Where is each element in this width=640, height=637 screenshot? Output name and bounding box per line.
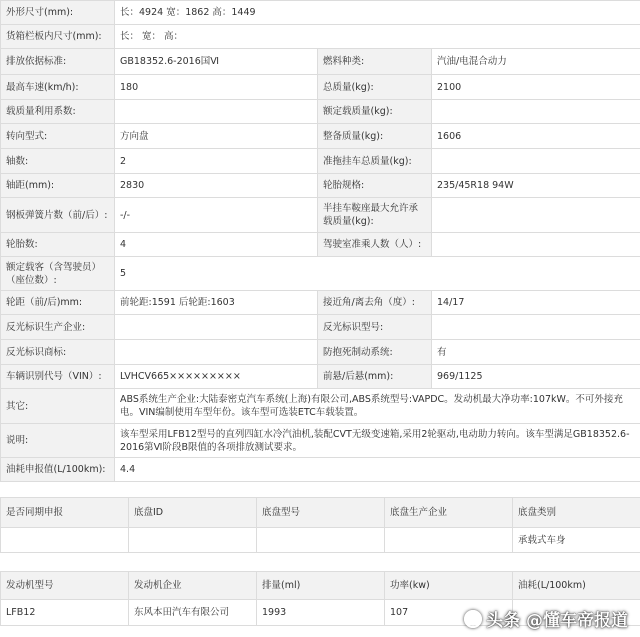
spec-value: 4.4 [115, 458, 640, 482]
spec-row [1, 198, 640, 233]
spec-label: 驾驶室准乘人数（人）: [318, 233, 432, 257]
spec-value: 4 [115, 233, 318, 257]
watermark [464, 606, 628, 631]
engine-header-cell: 功率(kw) [385, 572, 513, 600]
spec-value: ABS系统生产企业:大陆泰密克汽车系统(上海)有限公司,ABS系统型号:VAPDC。发动机最大净功率:107kW。不可外接充电。VIN编制使用车型年份。该车型可选装ETC车载装置。 [115, 389, 640, 424]
spec-label: 轮距（前/后)mm: [1, 291, 115, 315]
spec-value [115, 340, 318, 365]
spec-row [1, 291, 640, 315]
spec-value [432, 149, 640, 174]
spec-row [1, 1, 640, 25]
spec-value [432, 100, 640, 124]
spec-value: -/- [115, 198, 318, 233]
spec-value: 5 [115, 257, 640, 291]
engine-header-cell: 发动机企业 [129, 572, 257, 600]
spec-row [1, 424, 640, 458]
engine-value-cell: LFB12 [1, 600, 129, 626]
spec-value [115, 315, 318, 340]
spec-value: GB18352.6-2016国Ⅵ [115, 49, 318, 75]
toutiao-logo-icon [464, 610, 482, 628]
spec-value: 14/17 [432, 291, 640, 315]
spec-value [432, 198, 640, 233]
spec-label: 钢板弹簧片数（前/后）: [1, 198, 115, 233]
spec-value [432, 315, 640, 340]
engine-header-cell: 排量(ml) [257, 572, 385, 600]
spec-label: 货箱栏板内尺寸(mm): [1, 25, 115, 49]
spec-value: 1606 [432, 124, 640, 149]
spec-label: 排放依据标准: [1, 49, 115, 75]
spec-label: 准拖挂车总质量(kg): [318, 149, 432, 174]
spec-value: 969/1125 [432, 365, 640, 389]
spec-value: 长： 宽： 高： [115, 25, 640, 49]
spec-row [1, 174, 640, 198]
spec-label: 燃料种类: [318, 49, 432, 75]
chassis-header-cell: 底盘类别 [513, 498, 640, 528]
spec-value: 前轮距:1591 后轮距:1603 [115, 291, 318, 315]
spec-row [1, 389, 640, 424]
spec-row [1, 315, 640, 340]
spec-label: 额定载质量(kg): [318, 100, 432, 124]
chassis-header-cell: 底盘型号 [257, 498, 385, 528]
spec-label: 其它: [1, 389, 115, 424]
spec-label: 轴距(mm): [1, 174, 115, 198]
spec-value: 长：4924 宽：1862 高：1449 [115, 1, 640, 25]
spec-label: 前悬/后悬(mm): [318, 365, 432, 389]
spec-value: 2100 [432, 75, 640, 100]
spec-value: 有 [432, 340, 640, 365]
spec-value: 汽油/电混合动力 [432, 49, 640, 75]
spec-value: LVHCV665××××××××× [115, 365, 318, 389]
engine-value-cell: 107 [385, 600, 513, 626]
chassis-header-cell: 是否同期申报 [1, 498, 129, 528]
spec-value: 235/45R18 94W [432, 174, 640, 198]
chassis-value-row [1, 528, 640, 553]
spec-row [1, 257, 640, 291]
spec-label: 最高车速(km/h): [1, 75, 115, 100]
watermark-text: 头条 @懂车帝报道 [486, 611, 628, 631]
chassis-value-cell: 承载式车身 [513, 528, 640, 553]
spec-label: 总质量(kg): [318, 75, 432, 100]
chassis-value-cell [385, 528, 513, 553]
spec-value [115, 100, 318, 124]
spec-label: 反光标识生产企业: [1, 315, 115, 340]
spec-value: 180 [115, 75, 318, 100]
chassis-value-cell [129, 528, 257, 553]
spec-row [1, 458, 640, 482]
spec-value: 2 [115, 149, 318, 174]
chassis-value-cell [1, 528, 129, 553]
engine-value-cell: 1993 [257, 600, 385, 626]
chassis-value-cell [257, 528, 385, 553]
spec-label: 说明: [1, 424, 115, 458]
spec-label: 防抱死制动系统: [318, 340, 432, 365]
spec-label: 外形尺寸(mm): [1, 1, 115, 25]
spec-label: 额定载客（含驾驶员）（座位数）: [1, 257, 115, 291]
spec-value [432, 233, 640, 257]
chassis-header-cell: 底盘生产企业 [385, 498, 513, 528]
spec-row [1, 25, 640, 49]
spec-row [1, 75, 640, 100]
engine-header-row [1, 572, 640, 600]
spec-label: 转向型式: [1, 124, 115, 149]
spec-label: 反光标识商标: [1, 340, 115, 365]
spec-label: 轮胎规格: [318, 174, 432, 198]
spec-value: 方向盘 [115, 124, 318, 149]
spec-label: 载质量利用系数: [1, 100, 115, 124]
spec-value: 2830 [115, 174, 318, 198]
spec-label: 轮胎数: [1, 233, 115, 257]
spec-label: 车辆识别代号（VIN）: [1, 365, 115, 389]
spec-row [1, 365, 640, 389]
spec-label: 半挂车鞍座最大允许承载质量(kg): [318, 198, 432, 233]
spec-row [1, 124, 640, 149]
spec-row [1, 149, 640, 174]
spec-row [1, 100, 640, 124]
spec-row [1, 233, 640, 257]
chassis-header-cell: 底盘ID [129, 498, 257, 528]
spec-label: 反光标识型号: [318, 315, 432, 340]
engine-value-cell: 东风本田汽车有限公司 [129, 600, 257, 626]
chassis-header-row [1, 498, 640, 528]
engine-header-cell: 油耗(L/100km) [513, 572, 640, 600]
spec-value: 该车型采用LFB12型号的直列四缸水冷汽油机,装配CVT无级变速箱,采用2轮驱动,电动助力转向。该车型满足GB18352.6-2016第Ⅵ阶段B限值的各项排放测试要求。 [115, 424, 640, 458]
spec-label: 接近角/离去角（度）: [318, 291, 432, 315]
spec-label: 整备质量(kg): [318, 124, 432, 149]
spec-label: 油耗申报值(L/100km): [1, 458, 115, 482]
spec-row [1, 49, 640, 75]
engine-header-cell: 发动机型号 [1, 572, 129, 600]
chassis-table [0, 497, 640, 553]
spec-label: 轴数: [1, 149, 115, 174]
spec-row [1, 340, 640, 365]
